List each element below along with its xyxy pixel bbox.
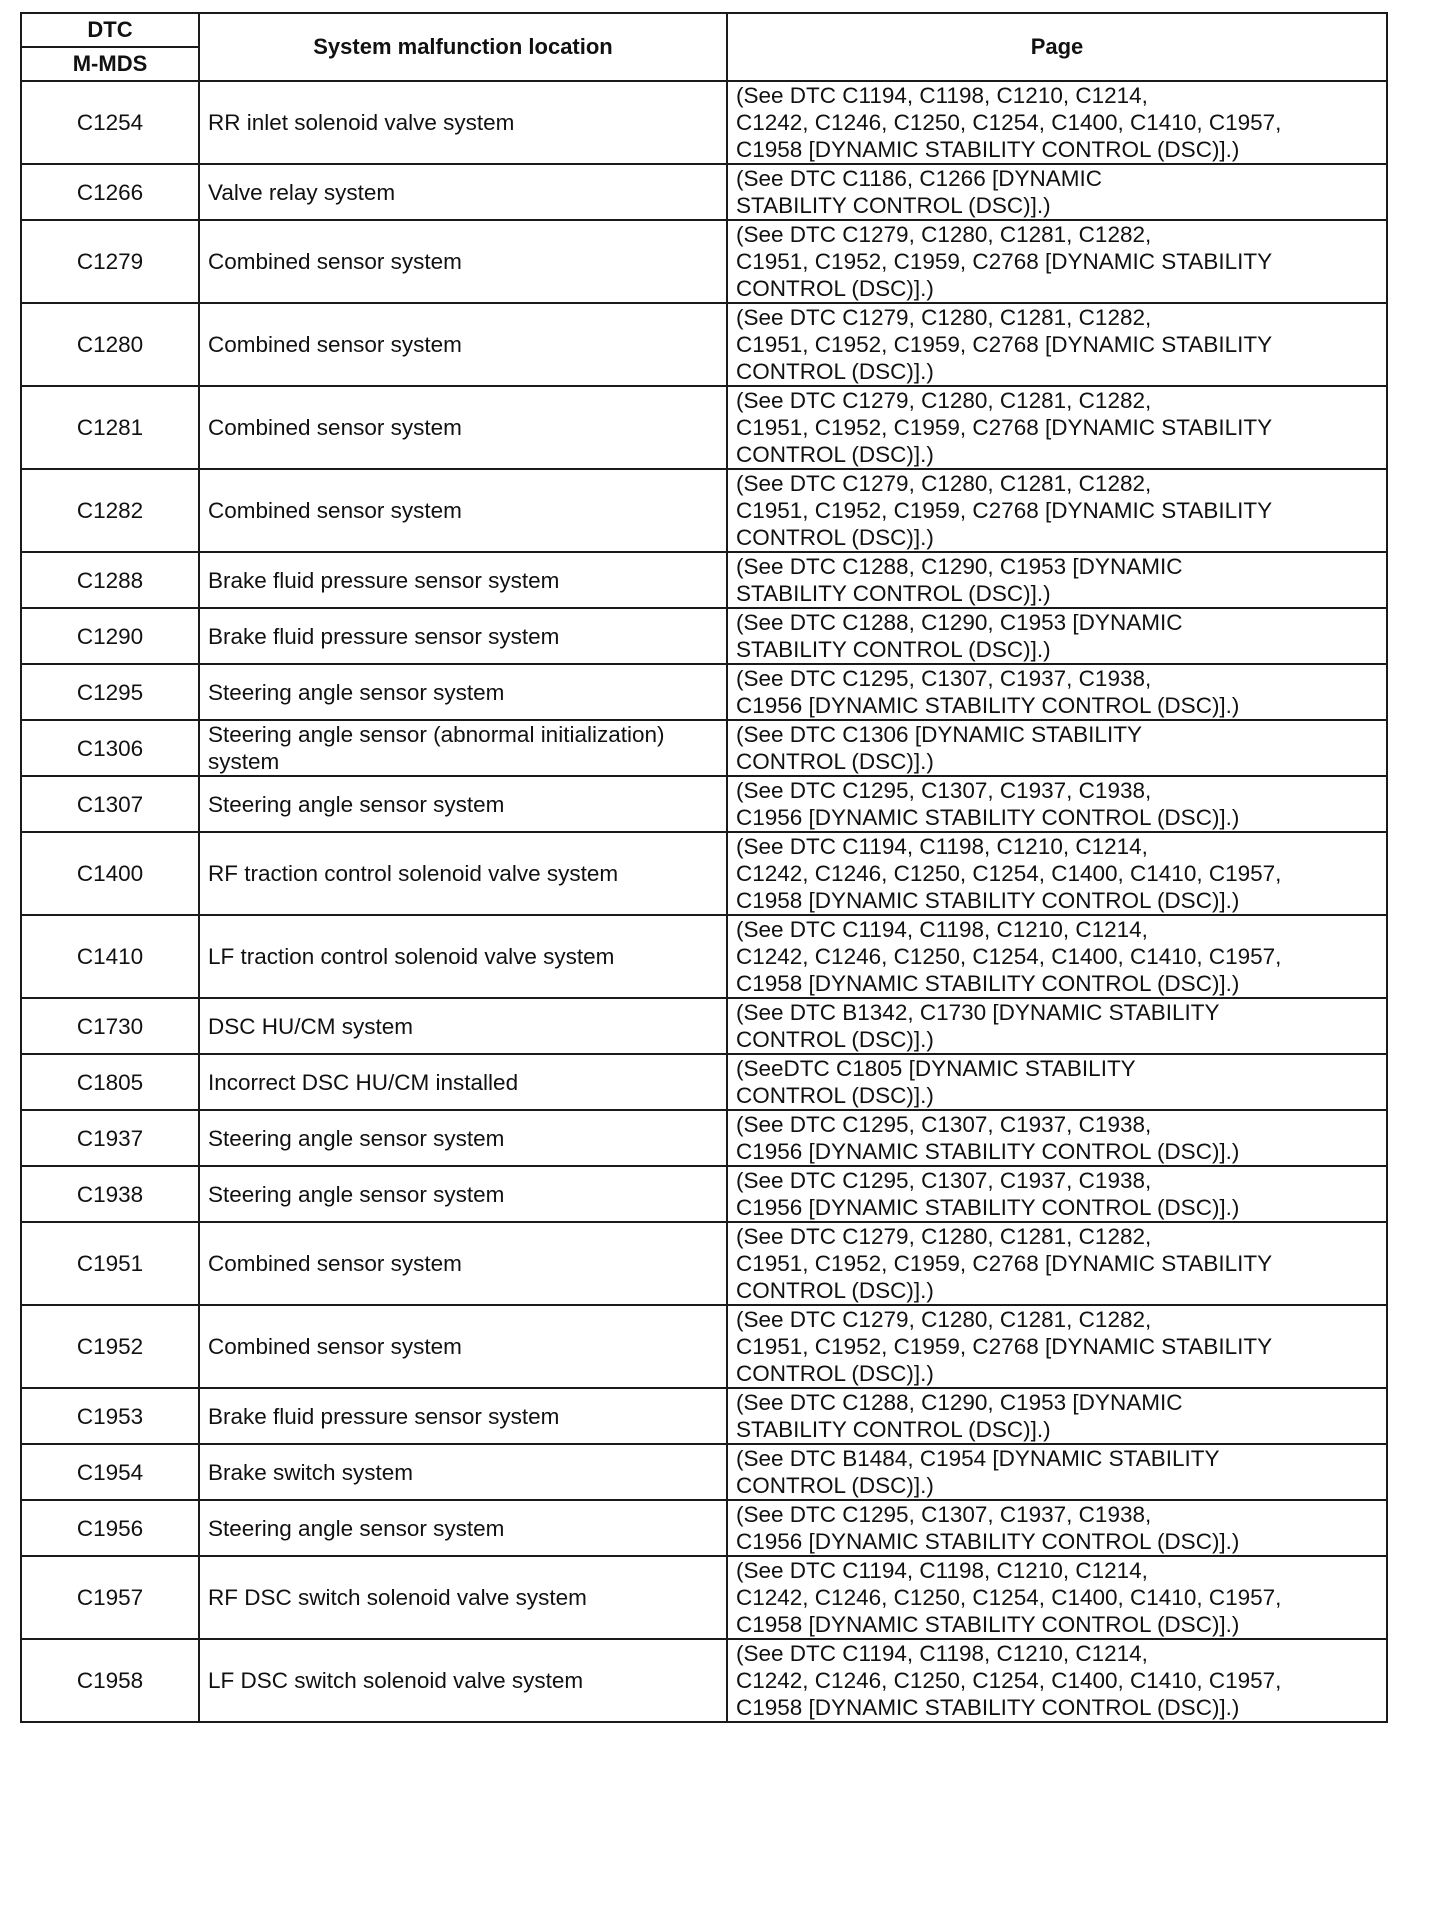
dtc-code: C1953 xyxy=(21,1388,199,1444)
page-reference: (See DTC B1484, C1954 [DYNAMIC STABILITY CONTROL (DSC)].) xyxy=(727,1444,1387,1500)
page-reference: (See DTC C1279, C1280, C1281, C1282, C1951, C1952, C1959, C2768 [DYNAMIC STABILITY CONTROL (DSC)].) xyxy=(727,386,1387,469)
table-row xyxy=(21,552,1387,608)
malfunction-location: DSC HU/CM system xyxy=(199,998,727,1054)
dtc-code: C1952 xyxy=(21,1305,199,1388)
table-row xyxy=(21,720,1387,776)
page-reference: (See DTC C1295, C1307, C1937, C1938, C1956 [DYNAMIC STABILITY CONTROL (DSC)].) xyxy=(727,1166,1387,1222)
dtc-code: C1957 xyxy=(21,1556,199,1639)
dtc-code: C1410 xyxy=(21,915,199,998)
page-reference: (See DTC C1279, C1280, C1281, C1282, C1951, C1952, C1959, C2768 [DYNAMIC STABILITY CONTROL (DSC)].) xyxy=(727,469,1387,552)
table-row xyxy=(21,386,1387,469)
table-row xyxy=(21,1166,1387,1222)
page-reference: (SeeDTC C1805 [DYNAMIC STABILITY CONTROL (DSC)].) xyxy=(727,1054,1387,1110)
header-location: System malfunction location xyxy=(199,13,727,81)
page-reference: (See DTC C1279, C1280, C1281, C1282, C1951, C1952, C1959, C2768 [DYNAMIC STABILITY CONTROL (DSC)].) xyxy=(727,303,1387,386)
table-row xyxy=(21,664,1387,720)
table-row xyxy=(21,164,1387,220)
page-reference: (See DTC C1295, C1307, C1937, C1938, C1956 [DYNAMIC STABILITY CONTROL (DSC)].) xyxy=(727,1500,1387,1556)
table-row xyxy=(21,776,1387,832)
malfunction-location: Combined sensor system xyxy=(199,1222,727,1305)
page-reference: (See DTC C1306 [DYNAMIC STABILITY CONTROL (DSC)].) xyxy=(727,720,1387,776)
table-row xyxy=(21,1054,1387,1110)
page-reference: (See DTC C1279, C1280, C1281, C1282, C1951, C1952, C1959, C2768 [DYNAMIC STABILITY CONTROL (DSC)].) xyxy=(727,1305,1387,1388)
table-row xyxy=(21,1444,1387,1500)
page-reference: (See DTC C1288, C1290, C1953 [DYNAMIC STABILITY CONTROL (DSC)].) xyxy=(727,1388,1387,1444)
table-row xyxy=(21,1222,1387,1305)
dtc-code: C1938 xyxy=(21,1166,199,1222)
malfunction-location: LF DSC switch solenoid valve system xyxy=(199,1639,727,1722)
page-reference: (See DTC C1194, C1198, C1210, C1214, C1242, C1246, C1250, C1254, C1400, C1410, C1957, C1958 [DYNAMIC STABILITY CONTROL (DSC)].) xyxy=(727,81,1387,164)
table-row xyxy=(21,81,1387,164)
table-row xyxy=(21,998,1387,1054)
dtc-code: C1956 xyxy=(21,1500,199,1556)
dtc-code: C1306 xyxy=(21,720,199,776)
dtc-code: C1400 xyxy=(21,832,199,915)
table-row xyxy=(21,1305,1387,1388)
table-row xyxy=(21,832,1387,915)
table-body xyxy=(21,81,1387,1722)
page-reference: (See DTC C1194, C1198, C1210, C1214, C1242, C1246, C1250, C1254, C1400, C1410, C1957, C1958 [DYNAMIC STABILITY CONTROL (DSC)].) xyxy=(727,1556,1387,1639)
table-row xyxy=(21,469,1387,552)
malfunction-location: Combined sensor system xyxy=(199,220,727,303)
malfunction-location: Steering angle sensor (abnormal initialization) system xyxy=(199,720,727,776)
page-reference: (See DTC C1186, C1266 [DYNAMIC STABILITY CONTROL (DSC)].) xyxy=(727,164,1387,220)
dtc-code: C1951 xyxy=(21,1222,199,1305)
page-reference: (See DTC C1194, C1198, C1210, C1214, C1242, C1246, C1250, C1254, C1400, C1410, C1957, C1958 [DYNAMIC STABILITY CONTROL (DSC)].) xyxy=(727,915,1387,998)
page-reference: (See DTC C1279, C1280, C1281, C1282, C1951, C1952, C1959, C2768 [DYNAMIC STABILITY CONTROL (DSC)].) xyxy=(727,220,1387,303)
page-reference: (See DTC C1194, C1198, C1210, C1214, C1242, C1246, C1250, C1254, C1400, C1410, C1957, C1958 [DYNAMIC STABILITY CONTROL (DSC)].) xyxy=(727,1639,1387,1722)
dtc-code: C1805 xyxy=(21,1054,199,1110)
table-row xyxy=(21,303,1387,386)
dtc-code: C1288 xyxy=(21,552,199,608)
dtc-code: C1280 xyxy=(21,303,199,386)
page-reference: (See DTC C1295, C1307, C1937, C1938, C1956 [DYNAMIC STABILITY CONTROL (DSC)].) xyxy=(727,776,1387,832)
page-reference: (See DTC C1194, C1198, C1210, C1214, C1242, C1246, C1250, C1254, C1400, C1410, C1957, C1958 [DYNAMIC STABILITY CONTROL (DSC)].) xyxy=(727,832,1387,915)
malfunction-location: Brake fluid pressure sensor system xyxy=(199,608,727,664)
dtc-code: C1954 xyxy=(21,1444,199,1500)
malfunction-location: Steering angle sensor system xyxy=(199,776,727,832)
malfunction-location: Combined sensor system xyxy=(199,469,727,552)
malfunction-location: Steering angle sensor system xyxy=(199,1166,727,1222)
page-reference: (See DTC C1288, C1290, C1953 [DYNAMIC STABILITY CONTROL (DSC)].) xyxy=(727,552,1387,608)
dtc-code: C1937 xyxy=(21,1110,199,1166)
malfunction-location: Steering angle sensor system xyxy=(199,1500,727,1556)
malfunction-location: RF DSC switch solenoid valve system xyxy=(199,1556,727,1639)
malfunction-location: Incorrect DSC HU/CM installed xyxy=(199,1054,727,1110)
table-row xyxy=(21,1388,1387,1444)
dtc-code: C1290 xyxy=(21,608,199,664)
table-row xyxy=(21,1110,1387,1166)
malfunction-location: Steering angle sensor system xyxy=(199,664,727,720)
header-dtc: DTC xyxy=(21,13,199,47)
table-row xyxy=(21,1556,1387,1639)
table-row xyxy=(21,220,1387,303)
dtc-table xyxy=(20,12,1388,1723)
header-mmds: M-MDS xyxy=(21,47,199,81)
page-reference: (See DTC C1295, C1307, C1937, C1938, C1956 [DYNAMIC STABILITY CONTROL (DSC)].) xyxy=(727,1110,1387,1166)
dtc-code: C1730 xyxy=(21,998,199,1054)
table-row xyxy=(21,1500,1387,1556)
page-reference: (See DTC C1279, C1280, C1281, C1282, C1951, C1952, C1959, C2768 [DYNAMIC STABILITY CONTROL (DSC)].) xyxy=(727,1222,1387,1305)
dtc-code: C1281 xyxy=(21,386,199,469)
page-reference: (See DTC C1288, C1290, C1953 [DYNAMIC STABILITY CONTROL (DSC)].) xyxy=(727,608,1387,664)
page-reference: (See DTC C1295, C1307, C1937, C1938, C1956 [DYNAMIC STABILITY CONTROL (DSC)].) xyxy=(727,664,1387,720)
malfunction-location: RR inlet solenoid valve system xyxy=(199,81,727,164)
table-row xyxy=(21,608,1387,664)
malfunction-location: LF traction control solenoid valve system xyxy=(199,915,727,998)
table-row xyxy=(21,915,1387,998)
malfunction-location: Brake switch system xyxy=(199,1444,727,1500)
malfunction-location: Combined sensor system xyxy=(199,1305,727,1388)
dtc-code: C1254 xyxy=(21,81,199,164)
malfunction-location: Steering angle sensor system xyxy=(199,1110,727,1166)
dtc-code: C1295 xyxy=(21,664,199,720)
malfunction-location: RF traction control solenoid valve system xyxy=(199,832,727,915)
malfunction-location: Valve relay system xyxy=(199,164,727,220)
header-page: Page xyxy=(727,13,1387,81)
malfunction-location: Brake fluid pressure sensor system xyxy=(199,1388,727,1444)
table-row xyxy=(21,1639,1387,1722)
dtc-code: C1958 xyxy=(21,1639,199,1722)
page-reference: (See DTC B1342, C1730 [DYNAMIC STABILITY CONTROL (DSC)].) xyxy=(727,998,1387,1054)
malfunction-location: Combined sensor system xyxy=(199,386,727,469)
table-header xyxy=(21,13,1387,81)
dtc-code: C1307 xyxy=(21,776,199,832)
dtc-code: C1279 xyxy=(21,220,199,303)
malfunction-location: Brake fluid pressure sensor system xyxy=(199,552,727,608)
dtc-code: C1282 xyxy=(21,469,199,552)
malfunction-location: Combined sensor system xyxy=(199,303,727,386)
dtc-code: C1266 xyxy=(21,164,199,220)
